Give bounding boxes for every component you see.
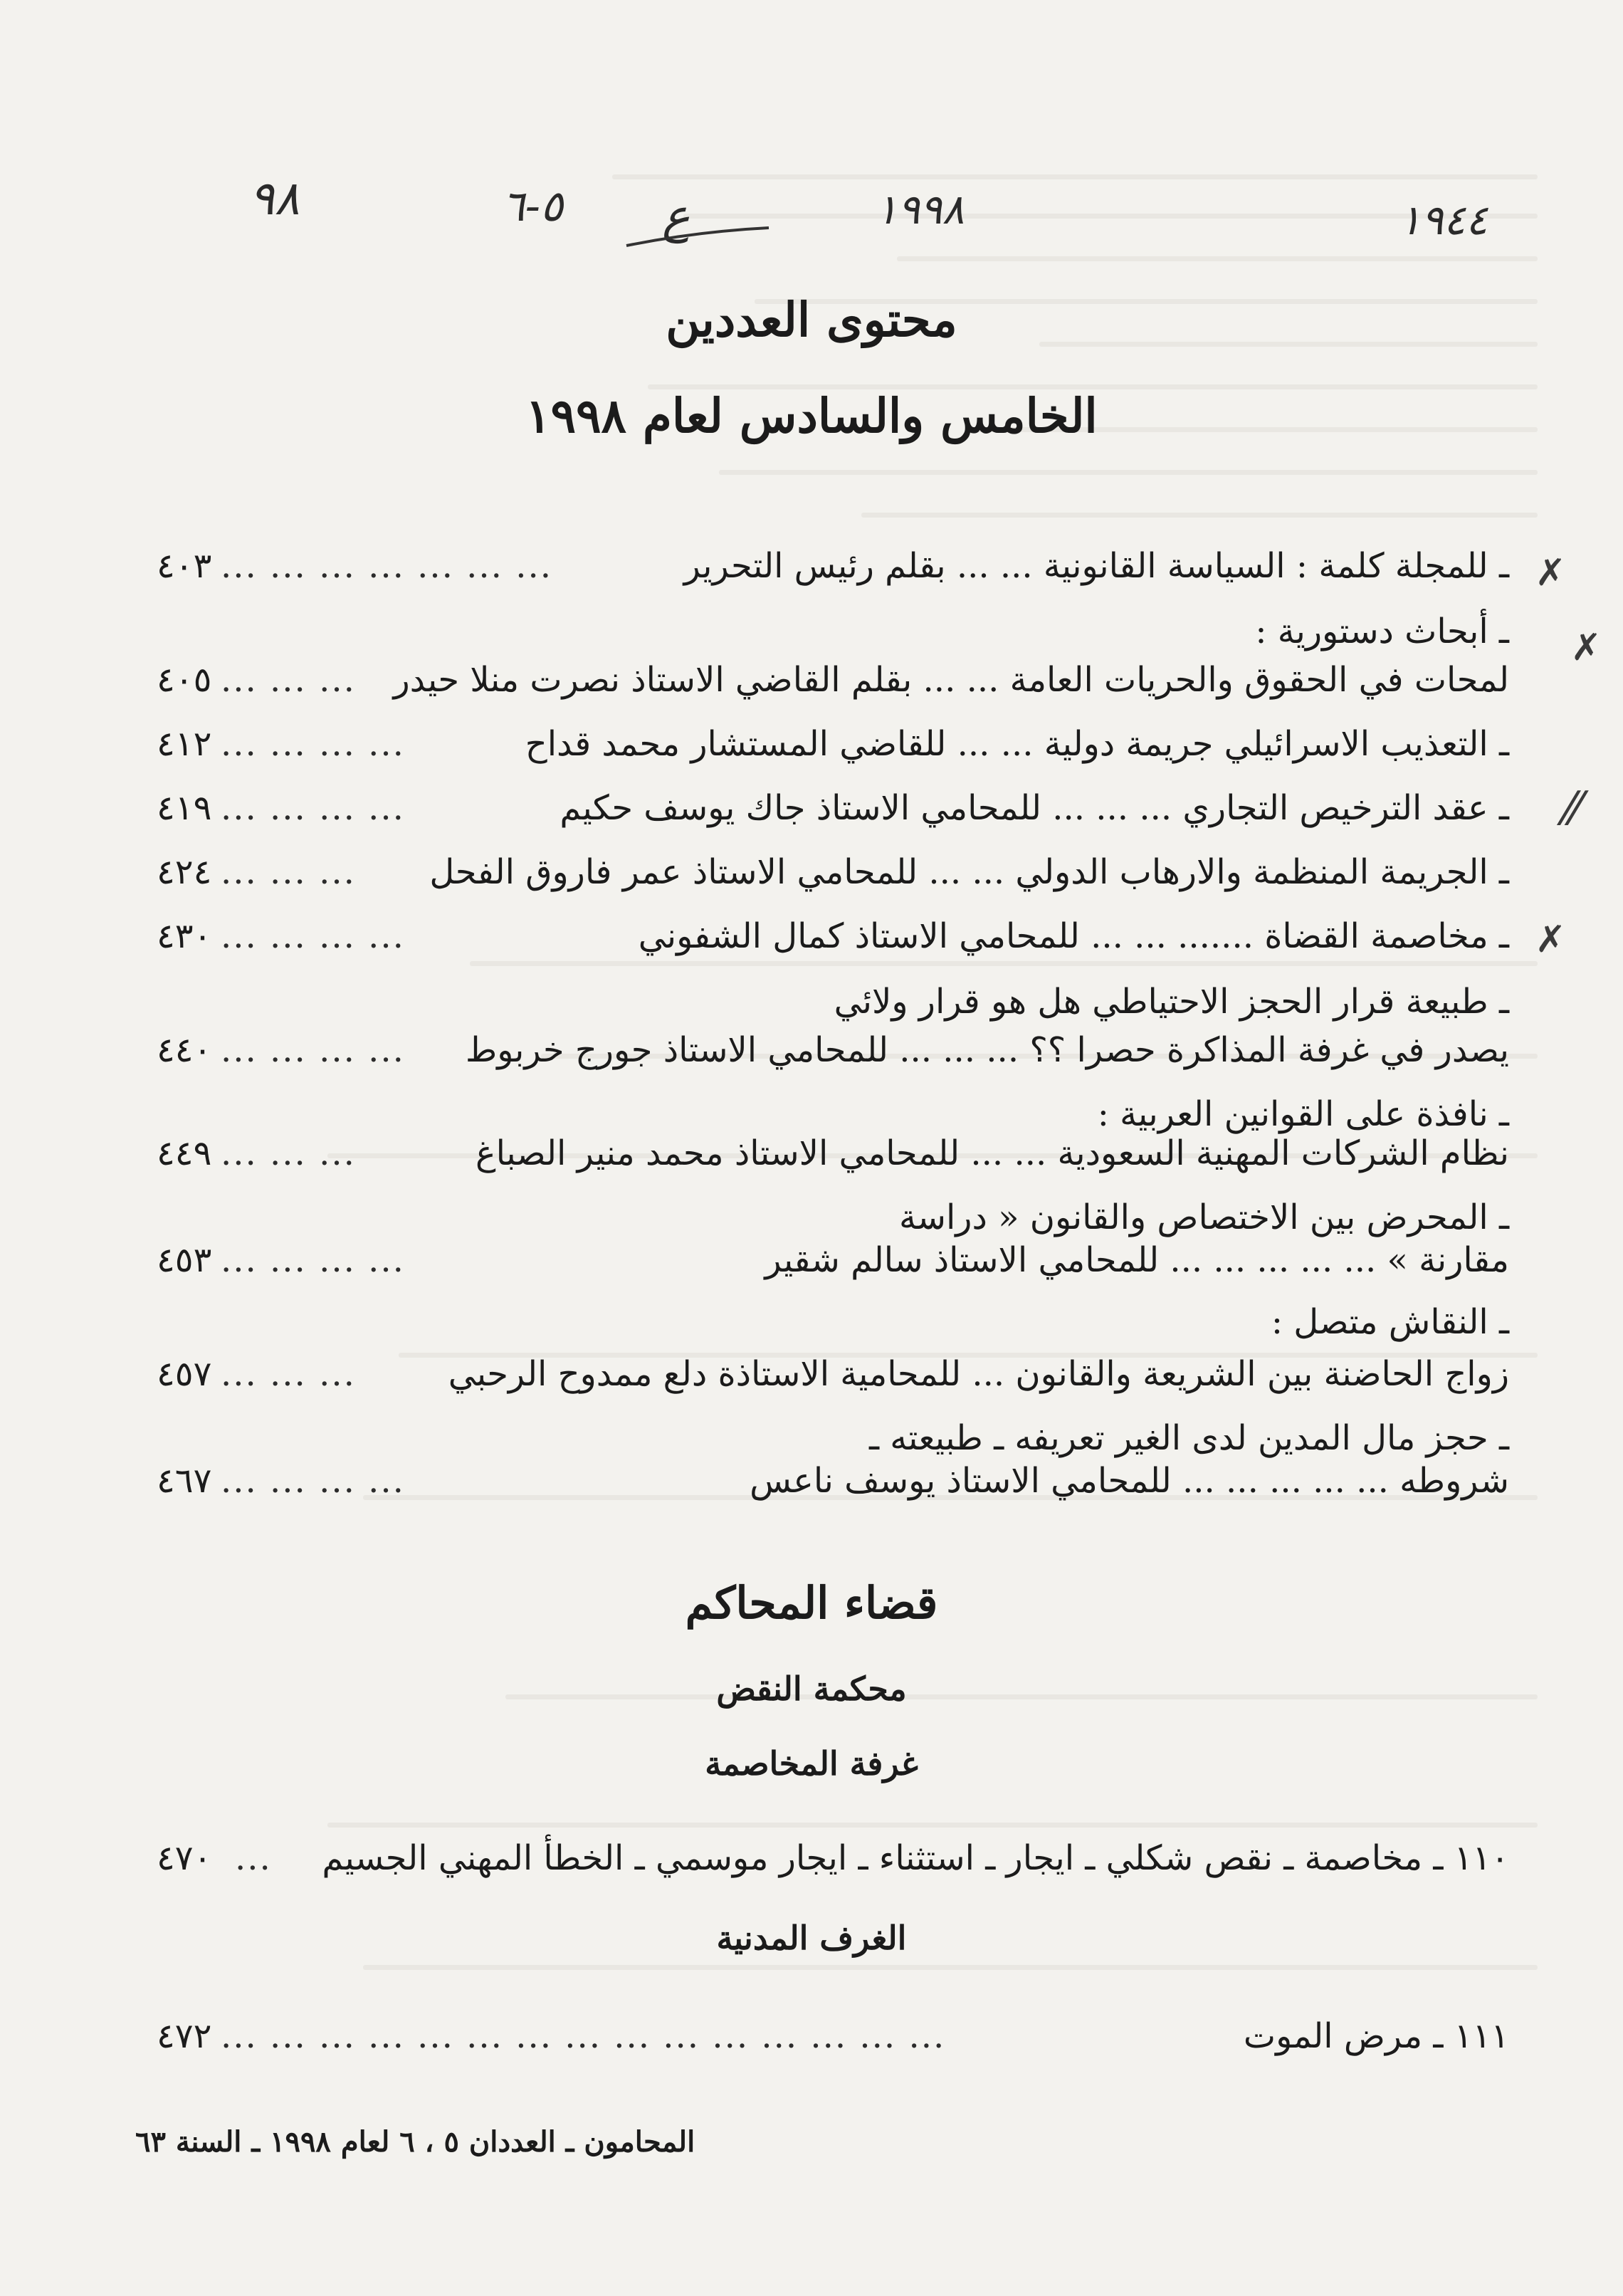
case-entry-text: ١١٠ ـ مخاصمة ـ نقص شكلي ـ ايجار ـ استثناء ـ ايجار موسمي ـ الخطأ المهني الجسيم	[322, 1838, 1509, 1878]
toc-page-number: ٤٥٣	[157, 1240, 212, 1280]
toc-leader-dots: ... ... ... ... ... ... ... ... ... ... ... ... ... ... ...	[221, 2016, 946, 2056]
pen-check-mark: ✗	[1570, 627, 1602, 669]
toc-row	[157, 541, 1509, 591]
toc-page-number: ٤٠٥	[157, 660, 212, 700]
section-heading: قضاء المحاكم	[685, 1577, 938, 1629]
toc-leader-dots: ... ... ...	[221, 1133, 356, 1173]
toc-entry-text: ـ حجز مال المدين لدى الغير تعريفه ـ طبيعته ـ	[868, 1418, 1509, 1458]
chamber-heading: غرفة المخاصمة	[705, 1744, 918, 1783]
toc-row	[157, 783, 1509, 833]
toc-page-number: ٤٣٠	[157, 916, 212, 956]
toc-heading: ـ أبحاث دستورية :	[1255, 612, 1509, 651]
toc-page-number: ٤٢٤	[157, 852, 212, 892]
handwritten-issue: ٥-٦	[502, 182, 564, 231]
toc-page-number: ٤١٩	[157, 788, 212, 828]
case-page-number: ٤٧٢	[157, 2016, 212, 2056]
toc-entry-text: يصدر في غرفة المذاكرة حصرا ؟؟ ... ... ... للمحامي الاستاذ جورج خربوط	[465, 1030, 1509, 1070]
toc-page-number: ٤٠٣	[157, 546, 212, 586]
toc-entry-text: شروطه ... ... ... ... ... للمحامي الاستاذ يوسف ناعس	[750, 1461, 1509, 1501]
toc-row	[157, 1025, 1509, 1075]
chamber-heading: الغرف المدنية	[716, 1919, 907, 1957]
toc-row	[157, 1349, 1509, 1399]
toc-row	[157, 1297, 1509, 1347]
court-heading: محكمة النقض	[716, 1669, 907, 1708]
toc-entry-text: لمحات في الحقوق والحريات العامة ... ... بقلم القاضي الاستاذ نصرت منلا حيدر	[393, 660, 1509, 700]
toc-entry-text: ـ مخاصمة القضاة ....... ... ... للمحامي الاستاذ كمال الشفوني	[638, 916, 1509, 956]
toc-heading: ـ نافذة على القوانين العربية :	[1097, 1094, 1509, 1134]
toc-row	[157, 847, 1509, 897]
toc-leader-dots: ... ... ... ...	[221, 788, 405, 828]
handwritten-letter: ع	[662, 189, 690, 243]
toc-leader-dots: ... ... ...	[221, 1354, 356, 1394]
toc-page-number: ٤٦٧	[157, 1461, 212, 1501]
toc-row	[157, 607, 1509, 656]
toc-page-number: ٤١٢	[157, 724, 212, 764]
toc-leader-dots: ... ... ... ...	[221, 1240, 405, 1280]
toc-leader-dots: ... ... ...	[221, 660, 356, 700]
page-footer: المحامون ـ العددان ٥ ، ٦ لعام ١٩٩٨ ـ السنة ٦٣	[135, 2125, 695, 2159]
toc-entry-text: ـ للمجلة كلمة : السياسة القانونية ... ... بقلم رئيس التحرير	[683, 546, 1509, 586]
handwritten-year: ١٩٩٨	[876, 185, 965, 234]
case-page-number: ٤٧٠	[157, 1838, 212, 1878]
toc-leader-dots: ... ... ...	[221, 852, 356, 892]
toc-entry-text: ـ المحرض بين الاختصاص والقانون « دراسة	[898, 1197, 1509, 1237]
toc-row	[157, 1456, 1509, 1506]
toc-page-number: ٤٤٠	[157, 1030, 212, 1070]
toc-leader-dots: ... ... ... ...	[221, 1461, 405, 1501]
toc-leader-dots: ... ... ... ...	[221, 1030, 405, 1070]
toc-row	[157, 977, 1509, 1027]
toc-row	[157, 655, 1509, 705]
pen-check-mark: ✗	[1535, 552, 1566, 594]
case-row	[157, 2011, 1509, 2061]
case-entry-text: ١١١ ـ مرض الموت	[1243, 2016, 1509, 2056]
toc-page-number: ٤٤٩	[157, 1133, 212, 1173]
toc-leader-dots: ... ... ... ... ... ... ...	[221, 546, 552, 586]
toc-entry-text: ـ عقد الترخيص التجاري ... ... ... للمحامي الاستاذ جاك يوسف حكيم	[560, 788, 1509, 828]
toc-row	[157, 719, 1509, 769]
page-title: محتوى العددين	[666, 292, 957, 347]
pen-check-mark: ✗	[1535, 918, 1566, 961]
toc-page-number: ٤٥٧	[157, 1354, 212, 1394]
toc-heading: ـ النقاش متصل :	[1271, 1302, 1509, 1342]
toc-entry-text: نظام الشركات المهنية السعودية ... ... للمحامي الاستاذ محمد منير الصباغ	[475, 1133, 1509, 1173]
toc-entry-text: ـ الجريمة المنظمة والارهاب الدولي ... ... للمحامي الاستاذ عمر فاروق الفحل	[429, 852, 1509, 892]
toc-entry-text: زواج الحاضنة بين الشريعة والقانون ... للمحامية الاستاذة دلع ممدوح الرحبي	[448, 1354, 1509, 1394]
case-row	[157, 1833, 1509, 1883]
toc-row	[157, 911, 1509, 961]
toc-leader-dots: ...	[235, 1838, 272, 1878]
toc-row	[157, 1235, 1509, 1285]
handwritten-number-left: ٩٨	[249, 171, 300, 226]
toc-leader-dots: ... ... ... ...	[221, 916, 405, 956]
pen-check-mark: ⁄⁄	[1565, 783, 1580, 836]
toc-leader-dots: ... ... ... ...	[221, 724, 405, 764]
handwritten-number-right: ١٩٤٤	[1399, 196, 1488, 244]
toc-entry-text: مقارنة » ... ... ... ... ... للمحامي الاستاذ سالم شقير	[765, 1240, 1509, 1280]
toc-entry-text: ـ طبيعة قرار الحجز الاحتياطي هل هو قرار ولائي	[834, 982, 1509, 1022]
toc-row	[157, 1128, 1509, 1178]
page-subtitle: الخامس والسادس لعام ١٩٩٨	[525, 388, 1098, 444]
toc-entry-text: ـ التعذيب الاسرائيلي جريمة دولية ... ... للقاضي المستشار محمد قداح	[525, 724, 1509, 764]
